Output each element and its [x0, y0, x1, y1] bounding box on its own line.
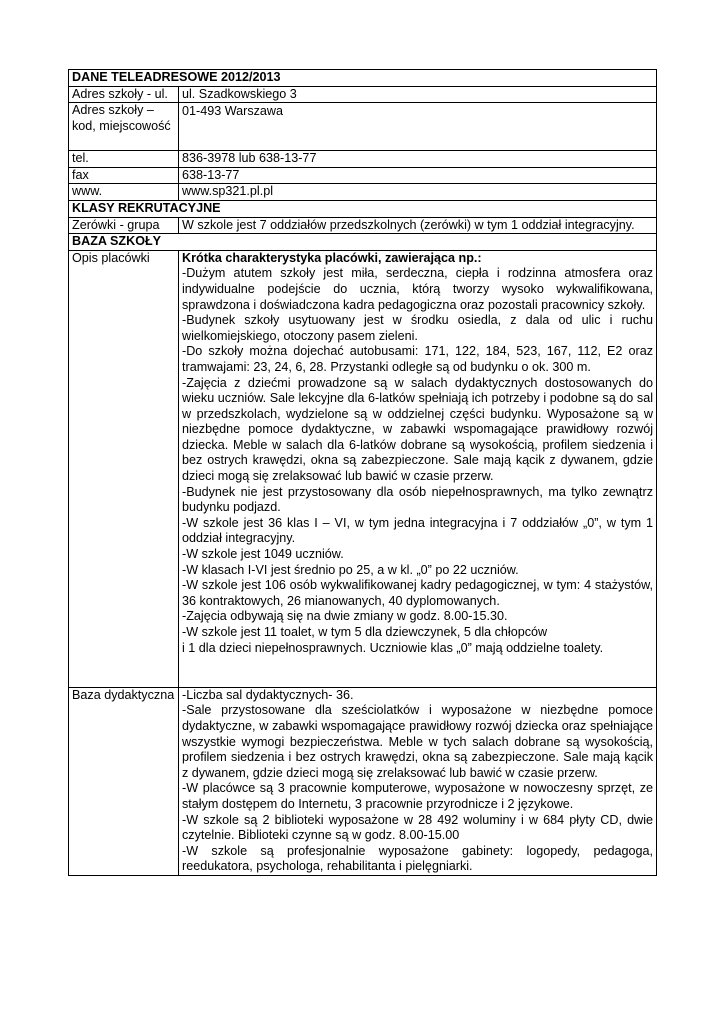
opis-paragraph: -W szkole jest 106 osób wykwalifikowanej kadry pedagogicznej, w tym: 4 stażystów, 36 kontraktowych, 26 mianowanych, 40 dyplomowanych. [182, 578, 654, 608]
school-info-table [68, 69, 657, 876]
opis-paragraph: -W klasach I-VI jest średnio po 25, a w kl. „0” po 22 uczniów. [182, 562, 519, 577]
opis-paragraph: -W szkole jest 11 toalet, w tym 5 dla dziewczynek, 5 dla chłopców [182, 625, 548, 639]
address-street-value: ul. Szadkowskiego 3 [179, 86, 657, 103]
address-city-label: Adres szkoły – kod, miejscowość [69, 103, 179, 151]
table-row [69, 151, 657, 168]
opis-paragraph: -W szkole jest 1049 uczniów. [182, 547, 344, 562]
baza-content [179, 687, 657, 875]
baza-paragraph: -W szkole są 2 biblioteki wyposażone w 28 492 woluminy i w 684 płyty CD, dwie czytelnie. Biblioteki czynne są w godz. 8.00-15.00 [182, 812, 654, 843]
fax-label: fax [69, 167, 179, 184]
contact-section-header: DANE TELEADRESOWE 2012/2013 [69, 70, 657, 87]
opis-paragraph: -W szkole jest 36 klas I – VI, w tym jedna integracyjna i 7 oddziałów „0”, w tym 1 oddział integracyjny. [182, 515, 654, 546]
base-section-header: BAZA SZKOŁY [69, 234, 657, 251]
baza-paragraph: -Sale przystosowane dla sześciolatków i wyposażone w niezbędne pomoce dydaktyczne, w zabawki wspomagające prawidłowy rozwój dziecka oraz spełniające wszystkie wymogi bezpieczeństwa. Meble w tych salach dobrane są wysokością, profilem siedzenia i bez ostrych krawędzi, okna są zabezpieczone. Sale mają kącik z dywanem, gdzie dzieci mogą się zrelaksować lub bawić w czasie przerw. [182, 703, 654, 780]
address-city-value: 01-493 Warszawa [179, 103, 657, 151]
section-row-contact [69, 70, 657, 87]
table-row [69, 217, 657, 234]
baza-paragraph: -Liczba sal dydaktycznych- 36. [182, 687, 354, 702]
section-row-classes [69, 200, 657, 217]
baza-paragraph: -W placówce są 3 pracownie komputerowe, wyposażone w nowoczesny sprzęt, ze stałym dostępem do Internetu, 3 pracownie przyrodnicze i 2 językowe. [182, 781, 654, 811]
table-row [69, 184, 657, 201]
opis-paragraph: -Zajęcia odbywają się na dwie zmiany w godz. 8.00-15.30. [182, 609, 508, 624]
baza-label: Baza dydaktyczna [69, 687, 179, 875]
classes-label: Zerówki - grupa [69, 217, 179, 234]
fax-value: 638-13-77 [179, 167, 657, 184]
opis-paragraph: -Do szkoły można dojechać autobusami: 171, 122, 184, 523, 167, 112, E2 oraz tramwajami: 23, 24, 6, 28. Przystanki odległe są od budynku o ok. 300 m. [182, 344, 654, 374]
opis-heading: Krótka charakterystyka placówki, zawierająca np.: [182, 250, 482, 265]
opis-content [179, 250, 657, 687]
table-row [69, 250, 657, 687]
table-row [69, 687, 657, 875]
opis-paragraph: -Budynek nie jest przystosowany dla osób niepełnosprawnych, ma tylko zewnątrz budynku podjazd. [182, 484, 654, 515]
classes-section-header: KLASY REKRUTACYJNE [69, 200, 657, 217]
opis-label: Opis placówki [69, 250, 179, 687]
opis-paragraph: -Budynek szkoły usytuowany jest w środku osiedla, z dala od ulic i ruchu wielkomiejskiego, otoczony pasem zieleni. [182, 313, 654, 343]
website-label: www. [69, 184, 179, 201]
opis-paragraph: -Zajęcia z dziećmi prowadzone są w salach dydaktycznych dostosowanych do wieku uczniów. Sale lekcyjne dla 6-latków spełniają ich potrzeby i podobne są do sal w przedszkolach, wydzielone są w oddzielnej części budynku. Wyposażone są w niezbędne pomoce dydaktyczne, w zabawki wspomagające prawidłowy rozwój dziecka. Meble w salach dla 6-latków dobrane są wysokością, profilem siedzenia i bez ostrych krawędzi, okna są zabezpieczone. Sale mają kącik z dywanem, gdzie dzieci mogą się zrelaksować lub bawić w czasie przerw. [182, 375, 654, 484]
phone-label: tel. [69, 151, 179, 168]
table-row [69, 103, 657, 151]
address-street-label: Adres szkoły - ul. [69, 86, 179, 103]
phone-value: 836-3978 lub 638-13-77 [179, 151, 657, 168]
table-row [69, 86, 657, 103]
website-value: www.sp321.pl.pl [179, 184, 657, 201]
baza-paragraph: -W szkole są profesjonalnie wyposażone gabinety: logopedy, pedagoga, reedukatora, psychologa, rehabilitanta i pielęgniarki. [182, 843, 654, 874]
section-row-base [69, 234, 657, 251]
classes-value: W szkole jest 7 oddziałów przedszkolnych (zerówki) w tym 1 oddział integracyjny. [179, 217, 657, 234]
opis-paragraph: i 1 dla dzieci niepełnosprawnych. Uczniowie klas „0” mają oddzielne toalety. [182, 640, 604, 655]
opis-paragraph: -Dużym atutem szkoły jest miła, serdeczna, ciepła i rodzinna atmosfera oraz indywidualne podejście do ucznia, którą tworzy wysoko wykwalifikowana, sprawdzona i doświadczona kadra pedagogiczna oraz pozostali pracownicy szkoły. [182, 266, 654, 312]
table-row [69, 167, 657, 184]
